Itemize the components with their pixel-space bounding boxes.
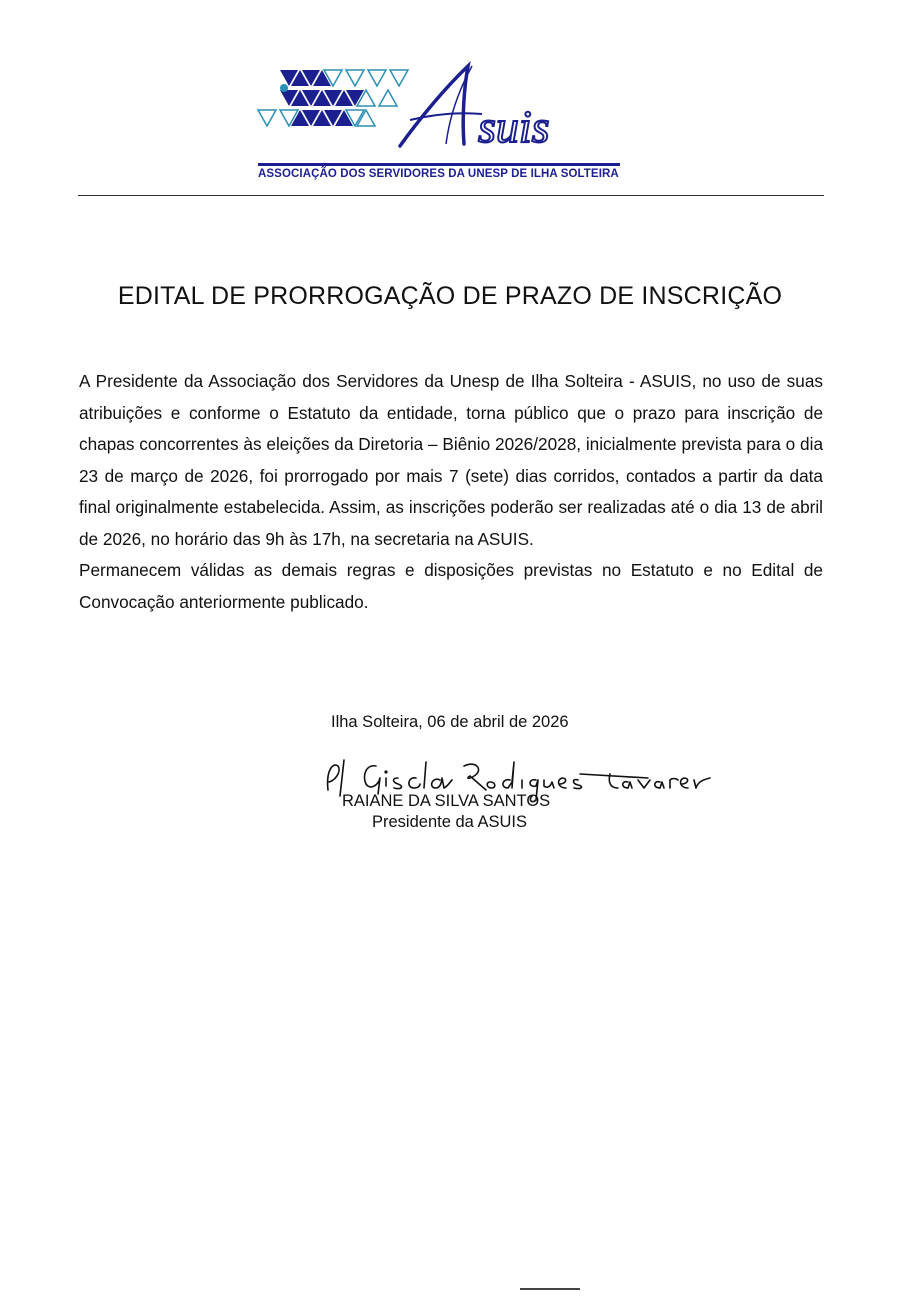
header-divider bbox=[78, 195, 824, 196]
document-body bbox=[79, 366, 823, 618]
document-title: EDITAL DE PRORROGAÇÃO DE PRAZO DE INSCRIÇÃO bbox=[117, 282, 783, 310]
asuis-logo bbox=[250, 58, 590, 158]
footer-mark bbox=[520, 1288, 580, 1290]
body-paragraph: A Presidente da Associação dos Servidores da Unesp de Ilha Solteira - ASUIS, no uso de suas atribuições e conforme o Estatuto da entidade, torna público que o prazo para inscrição de chapas concorrentes às eleições da Diretoria – Biênio 2026/2028, inicialmente prevista para o dia 23 de março de 2026, foi prorrogado por mais 7 (sete) dias corridos, contados a partir da data final originalmente estabelecida. Assim, as inscrições poderão ser realizadas até o dia 13 de abril de 2026, no horário das 9h às 17h, na secretaria na ASUIS. bbox=[79, 371, 823, 549]
date-line: Ilha Solteira, 06 de abril de 2026 bbox=[331, 713, 569, 731]
triangle-mosaic-icon bbox=[258, 70, 408, 126]
asuis-wordmark bbox=[400, 66, 550, 152]
organization-subtitle: ASSOCIAÇÃO DOS SERVIDORES DA UNESP DE ILHA SOLTEIRA bbox=[258, 168, 619, 180]
signer-name: RAIANE DA SILVA SANTOS bbox=[342, 792, 551, 810]
svg-text:suis: suis bbox=[478, 101, 550, 152]
signer-role: Presidente da ASUIS bbox=[372, 813, 528, 831]
body-paragraph: Permanecem válidas as demais regras e disposições previstas no Estatuto e no Edital de Convocação anteriormente publicado. bbox=[79, 560, 823, 612]
logo-rule bbox=[258, 163, 620, 166]
letterhead bbox=[0, 0, 900, 210]
